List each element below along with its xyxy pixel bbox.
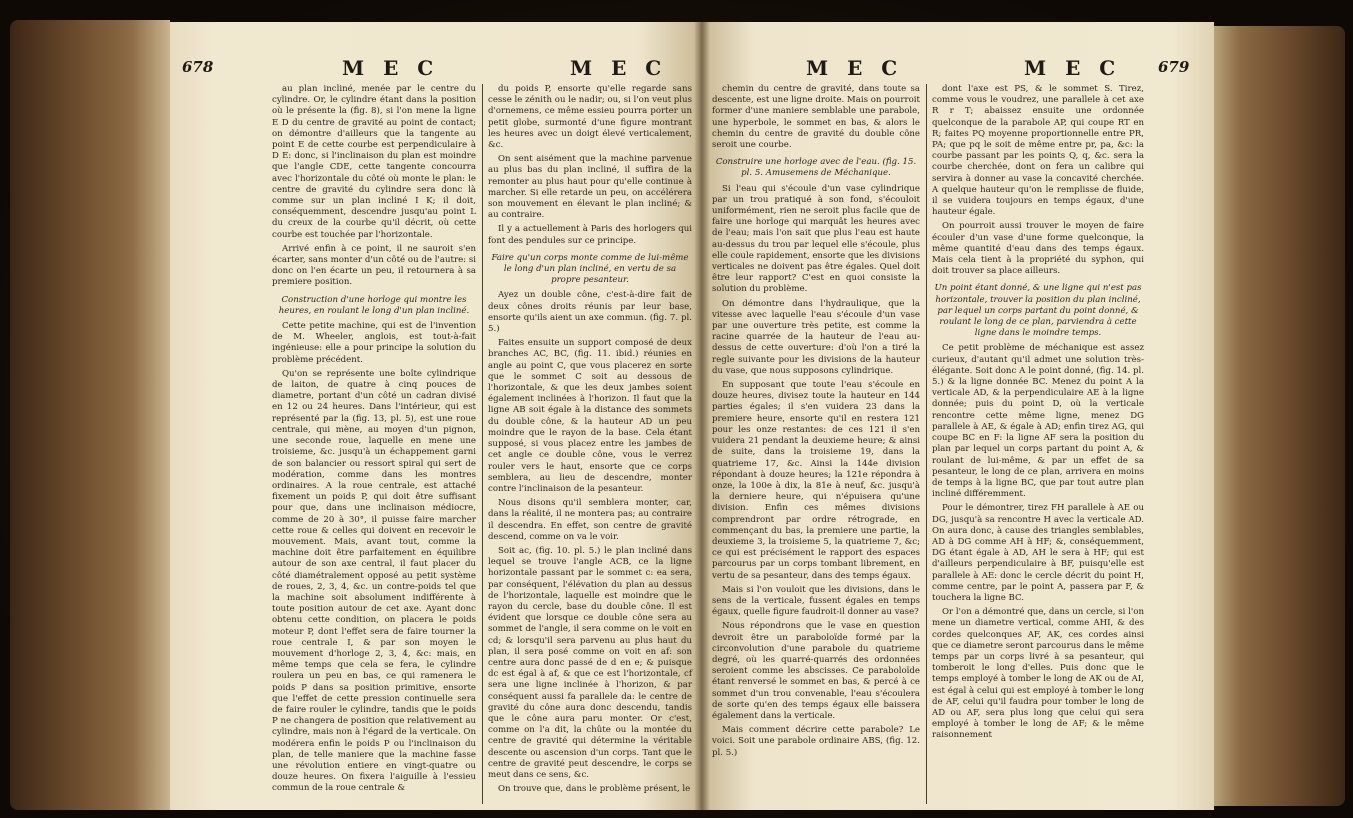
- paragraph: Cette petite machine, qui est de l'invention de M. Wheeler, anglois, est tout-à-fait ingénieuse: elle a pour principe la solution du problème précédent.: [272, 321, 476, 365]
- right-page: [702, 22, 1214, 810]
- left-column-1: [272, 84, 476, 798]
- book-gutter: [694, 22, 710, 810]
- paragraph: On sent aisément que la machine parvenue au plus bas du plan incliné, il suffira de la remonter au plus haut pour qu'elle continue à marcher. Si elle retarde un peu, on accélérera son mouvement en élevant le plan incliné; & au contraire.: [488, 154, 692, 221]
- paragraph: Ayez un double cône, c'est-à-dire fait de deux cônes droits réunis par leur base, ensorte qu'ils aient un axe commun. (fig. 7. pl. 5.): [488, 290, 692, 335]
- paragraph: Nous disons qu'il semblera monter, car, dans la réalité, il ne montera pas; au contraire il descendra. En effet, son centre de gravité descend, comme on va le voir.: [488, 498, 692, 542]
- paragraph: En supposant que toute l'eau s'écoule en douze heures, divisez toute la hauteur en 144 parties égales; il s'en vuidera 23 dans la premiere heure, ensorte qu'il en restera 121 pour les onze restantes: de ces 121 il s'en vuidera 21 pendant la deuxieme heure; & ainsi de suite, dans la troisieme 19, dans la quatrieme 17, &c. Ainsi la 144e division répondant à douze heures; la 121e répondra à onze, la 100e à dix, la 81e à neuf, &c. jusqu'à la derniere heure, qui n'épuisera qu'une division. Enfin ces mêmes divisions comprendront par ordre rétrograde, en commençant du bas, la premiere une partie, la deuxieme 3, la troisieme 5, la quatrieme 7, &c; ce qui est précisément le rapport des espaces parcourus par un corps tombant librement, en vertu de sa pesanteur, dans des temps égaux.: [712, 380, 920, 581]
- paragraph: Soit ac, (fig. 10. pl. 5.) le plan incliné dans lequel se trouve l'angle ACB, ce la ligne horizontale passant par le sommet c: ea sera, par conséquent, l'élévation du plan au dessus de l'horizontale, laquelle est moindre que le rayon du cercle, base du double cône. Il est évident que lorsque ce double cône sera au sommet de l'angle, il sera comme on le voit en cd; & lorsqu'il sera parvenu au plus haut du plan, il sera posé comme on voit en af: son centre aura donc passé de d en e; & puisque dc est égal à af, & que ce est l'horizontale, cf sera une ligne inclinée à l'horizon, & par conséquent aussi fa parallele da: le centre de gravité du cône aura donc descendu, tandis que le cône aura paru monter. Or c'est, comme on l'a dit, la chûte ou la montée du centre de gravité qui détermine la véritable descente ou ascension d'un corps. Tant que le centre de gravité peut descendre, le corps se meut dans ce sens, &c.: [488, 545, 692, 780]
- left-running-head-2: M E C: [570, 56, 668, 80]
- paragraph: du poids P, ensorte qu'elle regarde sans cesse le zénith ou le nadir; ou, si l'on veut plus d'ornemens, ce même essieu pourra porter un petit globe, surmonté d'une figure montrant les heures avec un doigt élevé verticalement, &c.: [488, 84, 692, 151]
- right-running-head-2: M E C: [1024, 56, 1122, 80]
- paragraph: Arrivé enfin à ce point, il ne sauroit s'en écarter, sans monter d'un côté ou de l'autre: si donc on l'en écarte un peu, il retournera à sa premiere position.: [272, 243, 476, 288]
- paragraph: Faire qu'un corps monte comme de lui-même le long d'un plan incliné, en vertu de sa propre pesanteur.: [491, 252, 689, 286]
- right-page-number: 679: [1158, 58, 1190, 76]
- paragraph: chemin du centre de gravité, dans toute sa descente, est une ligne droite. Mais on pourroit former d'une maniere semblable une parabole, une hyperbole, le sommet en bas, & alors le chemin du centre de gravité du double cône seroit une courbe.: [712, 84, 920, 151]
- paragraph: Faites ensuite un support composé de deux branches AC, BC, (fig. 11. ibid.) réunies en angle au point C, que vous placerez en sorte que le sommet C soit au dessous de l'horizontale, & que les deux jambes soient également inclinées à l'horizon. Il faut que la ligne AB soit égale à la distance des sommets du double cône, & la hauteur AD un peu moindre que le rayon de la base. Cela étant supposé, si vous placez entre les jambes de cet angle ce double cône, vous le verrez rouler vers le haut, ensorte que ce corps semblera, au lieu de descendre, monter contre l'inclinaison de la pesanteur.: [488, 338, 692, 494]
- paragraph: Construire une horloge avec de l'eau. (fig. 15. pl. 5. Amusemens de Méchanique.: [715, 157, 917, 179]
- left-running-head-1: M E C: [342, 56, 440, 80]
- paragraph: Ce petit problème de méchanique est assez curieux, d'autant qu'il admet une solution très-élégante. Soit donc A le point donné, (fig. 14. pl. 5.) & la ligne donnée BC. Menez du point A la verticale AD, & la perpendiculaire AE à la ligne donnée; puis du point D, où la verticale rencontre cette même ligne, menez DG parallele à AE, & égale à AD; enfin tirez AG, qui coupe BC en F: la ligne AF sera la position du plan par lequel un corps partant du point A, & roulant de lui-même, & par un effet de sa pesanteur, le long de ce plan, arrivera en moins de temps à la ligne BC, que par tout autre plan incliné différemment.: [932, 343, 1144, 500]
- paragraph: Il y a actuellement à Paris des horlogers qui font des pendules sur ce principe.: [488, 224, 692, 246]
- left-page-stack: [10, 20, 170, 810]
- paragraph: On démontre dans l'hydraulique, que la vitesse avec laquelle l'eau s'écoule d'un vase par une ouverture très petite, est comme la racine quarrée de la hauteur de l'eau au-dessus de cette ouverture: d'où l'on a tiré la regle suivante pour les divisions de la hauteur du vase, que nous supposons cylindrique.: [712, 298, 920, 376]
- right-column-2: [932, 84, 1144, 745]
- right-column-1: [712, 84, 920, 762]
- right-page-stack: [1205, 26, 1345, 806]
- left-page: [170, 22, 702, 810]
- left-column-2: [488, 84, 692, 798]
- paragraph: Construction d'une horloge qui montre les heures, en roulant le long d'un plan incliné.: [278, 294, 470, 316]
- column-rule: [482, 84, 483, 804]
- paragraph: Nous répondrons que le vase en question devroit être un paraboloïde formé par la circonvolution d'une parabole du quatrieme degré, où les quarré-quarrés des ordonnées seroient comme les abscisses. Ce paraboloïde étant renversé le sommet en bas, & percé à ce sommet d'un trou convenable, l'eau s'écoulera de sorte qu'en des temps égaux elle baissera également dans la verticale.: [712, 621, 920, 721]
- paragraph: On trouve que, dans le problème présent, le: [498, 784, 691, 795]
- column-rule: [926, 84, 927, 804]
- paragraph: Pour le démontrer, tirez FH parallele à AE ou DG, jusqu'à sa rencontre H avec la verticale AD. On aura donc, à cause des triangles semblables, AD à DG comme AH à HF; &, conséquemment, DG étant égale à AD, AH le sera à HF; qui est d'ailleurs perpendiculaire à BF, puisqu'elle est parallele à AE: donc le cercle décrit du point H, comme centre, par le point A, passera par F, & touchera la ligne BC.: [932, 503, 1144, 603]
- paragraph: Qu'on se représente une boîte cylindrique de laiton, de quatre à cinq pouces de diametre, portant d'un côté un cadran divisé en 12 ou 24 heures. Dans l'intérieur, qui est représenté par la (fig. 13, pl. 5), est une roue centrale, qui mène, au moyen d'un pignon, une seconde roue, laquelle en mene une troisieme, &c. jusqu'à un échappement garni de son balancier ou ressort spiral qui sert de modération, comme dans les montres ordinaires. A la roue centrale, est attaché fixement un poids P, qui doit être suffisant pour que, dans une inclinaison médiocre, comme de 20 à 30°, il puisse faire marcher cette roue & celles qui doivent en recevoir le mouvement. Mais, avant tout, comme la machine doit être parfaitement en équilibre autour de son axe central, il faut placer du côté diamétralement opposé au petit système de roues, 2, 3, 4, &c. un contre-poids tel que la machine soit absolument indifférente à toute position autour de cet axe. Ayant donc obtenu cette condition, on placera le poids moteur P, dont l'effet sera de faire tourner la roue centrale I, & par son moyen le mouvement d'horloge 2, 3, 4, &c: mais, en même temps que cela se fera, le cylindre roulera un peu en bas, ce qui ramenera le poids P dans sa position primitive, ensorte que l'effet de cette pression continuelle sera de faire rouler le cylindre, tandis que le poids P ne changera de position que relativement au cylindre, mais non à l'égard de la verticale. On modérera enfin le poids P ou l'inclinaison du plan, de telle maniere que la machine fasse une révolution entiere en vingt-quatre ou douze heures. On fixera l'aiguille à l'essieu commun de la roue centrale &: [272, 368, 477, 794]
- paragraph: au plan incliné, menée par le centre du cylindre. Or, le cylindre étant dans la position où le présente la (fig. 8), si l'on mene la ligne E D du centre de gravité au point de contact; on démontre d'ailleurs que la tangente au point E de cette courbe est perpendiculaire à D E: donc, si l'inclinaison du plan est moindre que l'angle CDE, cette tangente concourra avec l'horizontale du côté où monte le plan: le centre de gravité du cylindre sera donc là comme sur un plan incliné I K; il doit, conséquemment, descendre jusqu'au point L du creux de la courbe qu'il décrit, où cette courbe est touchée par l'horizontale.: [272, 84, 476, 240]
- right-running-head-1: M E C: [806, 56, 904, 80]
- left-page-number: 678: [182, 58, 214, 76]
- paragraph: Un point étant donné, & une ligne qui n'est pas horizontale, trouver la position du plan incliné, par lequel un corps partant du point donné, & roulant le long de ce plan, parviendra à cette ligne dans le moindre temps.: [934, 283, 1142, 339]
- paragraph: Or l'on a démontré que, dans un cercle, si l'on mene un diametre vertical, comme AHI, & des cordes quelconques AF, AK, ces cordes ainsi que ce diametre seront parcourus dans le même temps par un corps livré à sa pesanteur, qui tomberoit le long d'elles. Puis donc que le temps employé à tomber le long de AK ou de AI, est égal à celui qui est employé à tomber le long de AF, celui qu'il faudra pour tomber le long de AD ou AF, sera plus long que celui qui sera employé à tomber le long de AF; & le même raisonnement: [932, 607, 1144, 741]
- paragraph: On pourroit aussi trouver le moyen de faire écouler d'un vase d'une forme quelconque, la même quantité d'eau dans des temps égaux. Mais cela tient à la propriété du syphon, qui doit trouver sa place ailleurs.: [932, 221, 1144, 277]
- paragraph: dont l'axe est PS, & le sommet S. Tirez, comme vous le voudrez, une parallele à cet axe R r T; abaissez ensuite une ordonnée quelconque de la parabole AP, qui coupe RT en R; faites PQ moyenne proportionnelle entre PR, PA; que pq le soit de même entre pr, pa, &c: la courbe passant par les points Q, q, &c. sera la courbe cherchée, dont on fera un calibre qui servira à donner au vase la concavité cherchée. A quelque hauteur qu'on le remplisse de fluide, il se vuidera toujours en temps égaux, d'une hauteur égale.: [932, 84, 1144, 218]
- paragraph: Mais si l'on vouloit que les divisions, dans le sens de la verticale, fussent égales en temps égaux, quelle figure faudroit-il donner au vase?: [712, 584, 920, 618]
- paragraph: Mais comment décrire cette parabole? Le voici. Soit une parabole ordinaire ABS, (fig. 12. pl. 5.): [712, 725, 920, 758]
- paragraph: Si l'eau qui s'écoule d'un vase cylindrique par un trou pratiqué à son fond, s'écouloit uniformément, rien ne seroit plus facile que de faire une horloge qui marquât les heures avec de l'eau; mais l'on sait que plus l'eau est haute au-dessus du trou par lequel elle s'écoule, plus elle coule rapidement, ensorte que les divisions verticales ne doivent pas être égales. Quel doit être leur rapport? C'est en quoi consiste la solution du problème.: [712, 183, 920, 295]
